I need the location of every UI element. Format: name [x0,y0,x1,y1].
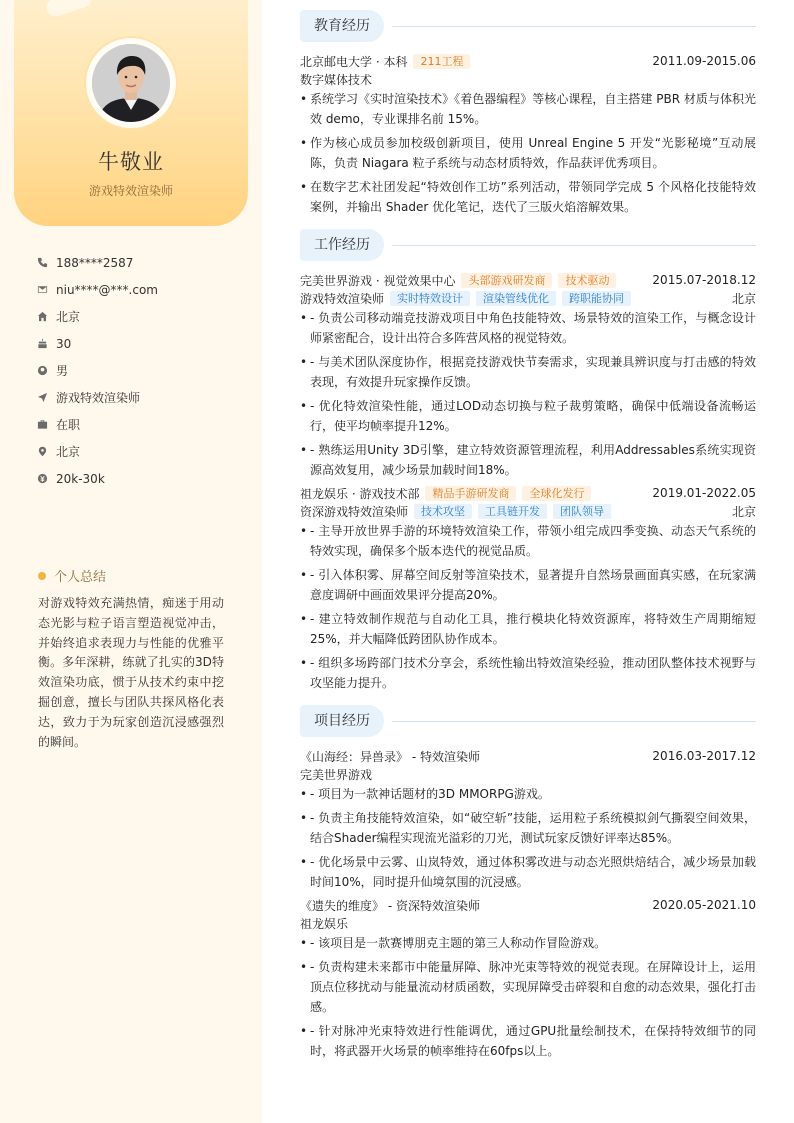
avatar [92,44,170,122]
company-name: 完美世界游戏 · 视觉效果中心 [300,273,456,288]
company-tag: 全球化发行 [522,486,591,501]
location-icon [36,446,48,458]
section-title: 项目经历 [300,705,384,737]
contact-salary [36,465,246,492]
list-item: • - 建立特效制作规范与自动化工具，推行模块化特效资源库，将特效生产周期缩短25%，并大幅降低跨团队协作成本。 [300,609,756,649]
company-tag: 精品手游研发商 [425,486,516,501]
contact-value: 游戏特效渲染师 [56,391,141,405]
role-tag: 渲染管线优化 [476,291,556,306]
entry-header [300,747,756,765]
contact-value: 在职 [56,418,81,432]
section-divider [392,26,756,27]
project-entry [300,747,756,892]
summary-heading [38,566,106,585]
role-name: 资深游戏特效渲染师 [300,504,409,519]
list-item: • - 优化特效渲染性能，通过LOD动态切换与粒子裁剪策略，确保中低端设备流畅运行，使平均帧率提升12%。 [300,396,756,436]
list-item: • - 负责构建未来都市中能量屏障、脉冲光束等特效的视觉表现。在屏障设计上，运用顶点位移扰动与能量流动材质函数，实现屏障受击碎裂和自愈的动态效果，强化打击感。 [300,957,756,1017]
bullet-list [300,89,756,217]
contact-position [36,384,246,411]
school-name: 北京邮电大学 · 本科 [300,54,408,69]
contact-value: niu****@***.com [56,282,158,297]
project-name: 《遗失的维度》 - 资深特效渲染师 [300,898,480,913]
work-entry [300,484,756,693]
role-row [300,502,756,520]
entry-date: 2020.05-2021.10 [652,898,756,912]
list-item: • - 组织多场跨部门技术分享会，系统性输出特效渲染经验，推动团队整体技术视野与攻坚能力提升。 [300,653,756,693]
home-icon [36,311,48,323]
entry-date: 2015.07-2018.12 [652,273,756,287]
major-row [300,70,756,88]
role-tag: 技术攻坚 [414,504,472,519]
bullet-list [300,521,756,693]
sidebar [0,0,262,1123]
contact-value: 20k-30k [56,471,105,486]
role-row [300,289,756,307]
contact-value: 男 [56,364,69,378]
cake-icon [36,338,48,350]
list-item: • - 该项目是一款赛博朋克主题的第三人称动作冒险游戏。 [300,933,756,953]
list-item: • - 负责主角技能特效渲染，如“破空斩”技能，运用粒子系统模拟剑气撕裂空间效果，结合Shader编程实现流光溢彩的刀光，测试玩家反馈好评率达85%。 [300,808,756,848]
list-item: • 在数字艺术社团发起“特效创作工坊”系列活动，带领同学完成 5 个风格化技能特效案例，并输出 Shader 优化笔记，迭代了三版火焰溶解效果。 [300,177,756,217]
education-section [300,10,756,217]
org-row [300,914,756,932]
work-entry [300,271,756,480]
phone-icon [36,257,48,269]
role-tag: 跨职能协同 [562,291,631,306]
contact-city [36,303,246,330]
briefcase-icon [36,419,48,431]
contact-value: 188****2587 [56,255,134,270]
entry-city: 北京 [731,291,756,306]
section-header [300,705,756,737]
list-item: • - 项目为一款神话题材的3D MMORPG游戏。 [300,784,756,804]
mail-icon [36,284,48,296]
section-header [300,10,756,42]
profile-title: 游戏特效渲染师 [88,184,173,198]
role-tag: 实时特效设计 [390,291,470,306]
list-item: • - 主导开放世界手游的环境特效渲染工作，带领小组完成四季变换、动态天气系统的特效实现，确保多个版本迭代的视觉品质。 [300,521,756,561]
summary-heading-text: 个人总结 [54,570,107,585]
decoration-pill [44,0,93,19]
role-tag: 工具链开发 [478,504,547,519]
contact-value: 30 [56,336,72,351]
project-org: 祖龙娱乐 [300,916,349,931]
bullet-list [300,933,756,1061]
list-item: • - 引入体积雾、屏幕空间反射等渲染技术，显著提升自然场景画面真实感，在玩家满意度调研中画面效果评分提高20%。 [300,565,756,605]
send-icon [36,392,48,404]
work-section [300,229,756,693]
entry-header [300,271,756,289]
entry-city: 北京 [731,504,756,519]
bullet-list [300,784,756,892]
contact-status [36,411,246,438]
entry-header [300,484,756,502]
contact-phone [36,249,246,276]
contact-age [36,330,246,357]
contact-location [36,438,246,465]
entry-header [300,52,756,70]
project-entry [300,896,756,1061]
avatar-frame [84,36,178,130]
org-row [300,765,756,783]
list-item: • - 针对脉冲光束特效进行性能调优，通过GPU批量绘制技术，在保持特效细节的同时，将武器开火场景的帧率维持在60fps以上。 [300,1021,756,1061]
list-item: • - 与美术团队深度协作，根据竞技游戏快节奏需求，实现兼具辨识度与打击感的特效表现，有效提升玩家操作反馈。 [300,352,756,392]
section-title: 工作经历 [300,229,384,261]
contact-email [36,276,246,303]
list-item: • - 负责公司移动端竞技游戏项目中角色技能特效、场景特效的渲染工作，与概念设计师紧密配合，设计出符合多阵营风格的视觉特效。 [300,308,756,348]
entry-date: 2011.09-2015.06 [652,54,756,68]
entry-date: 2019.01-2022.05 [652,486,756,500]
entry-date: 2016.03-2017.12 [652,749,756,763]
company-name: 祖龙娱乐 · 游戏技术部 [300,486,420,501]
list-item: • 作为核心成员参加校级创新项目，使用 Unreal Engine 5 开发“光影秘境”互动展陈，负责 Niagara 粒子系统与动态材质特效，作品获评优秀项目。 [300,133,756,173]
section-title: 教育经历 [300,10,384,42]
avatar-photo [92,44,170,122]
section-divider [392,245,756,246]
main-content [300,10,756,1073]
major-name: 数字媒体技术 [300,72,373,87]
contact-gender [36,357,246,384]
education-entry [300,52,756,217]
section-header [300,229,756,261]
section-divider [392,721,756,722]
school-tag: 211工程 [413,54,470,69]
company-tag: 头部游戏研发商 [461,273,552,288]
company-tag: 技术驱动 [558,273,616,288]
role-name: 游戏特效渲染师 [300,291,385,306]
salary-icon [36,473,48,485]
list-item: • - 优化场景中云雾、山岚特效，通过体积雾改进与动态光照烘焙结合，减少场景加载时间10%，同时提升仙境氛围的沉浸感。 [300,852,756,892]
contact-value: 北京 [56,445,81,459]
project-name: 《山海经：异兽录》 - 特效渲染师 [300,749,480,764]
entry-header [300,896,756,914]
gender-icon [36,365,48,377]
profile-name: 牛敬业 [98,150,164,174]
summary-text: 对游戏特效充满热情，痴迷于用动态光影与粒子语言塑造视觉冲击，并始终追求表现力与性能的优雅平衡。多年深耕，练就了扎实的3D特效渲染功底，惯于从技术约束中挖掘创意，擅长与团队共探风格化表达，致力于为玩家创造沉浸感强烈的瞬间。 [38,596,224,749]
projects-section [300,705,756,1061]
contact-list [36,249,246,492]
bullet-list [300,308,756,480]
project-org: 完美世界游戏 [300,767,373,782]
bullet-dot-icon [38,572,46,580]
role-tag: 团队领导 [553,504,611,519]
contact-value: 北京 [56,310,81,324]
list-item: • - 熟练运用Unity 3D引擎，建立特效资源管理流程，利用Addressables系统实现资源高效复用，减少场景加载时间18%。 [300,440,756,480]
list-item: • 系统学习《实时渲染技术》《着色器编程》等核心课程，自主搭建 PBR 材质与体积光效 demo，专业课排名前 15%。 [300,89,756,129]
